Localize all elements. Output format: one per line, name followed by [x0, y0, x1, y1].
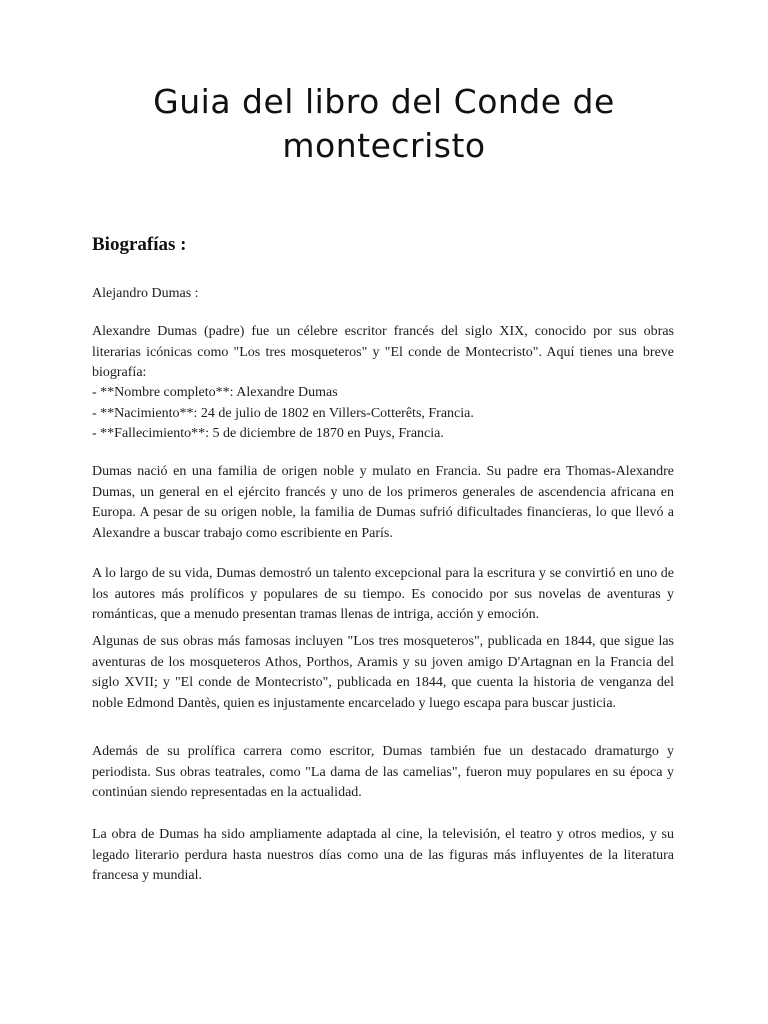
bio-fact-birth: - **Nacimiento**: 24 de julio de 1802 en Villers-Cotterêts, Francia. [92, 405, 474, 421]
paragraph-legacy: La obra de Dumas ha sido ampliamente adaptada al cine, la televisión, el teatro y otros medios, y su legado literario perdura hasta nuestros días como una de las figuras más influyentes de la literatura francesa y mundial. [92, 827, 674, 883]
paragraph-career: A lo largo de su vida, Dumas demostró un talento excepcional para la escritura y se convirtió en uno de los autores más prolíficos y populares de su tiempo. Es conocido por sus novelas de aventuras y románticas, que a menudo presentan tramas llenas de intriga, acción y emoción. [92, 566, 674, 622]
paragraph-origin: Dumas nació en una familia de origen noble y mulato en Francia. Su padre era Thomas-Alexandre Dumas, un general en el ejército francés y uno de los primeros generales de ascendencia africana en Europa. A pesar de su origen noble, la familia de Dumas sufrió dificultades financieras, lo que llevó a Alexandre a buscar trabajo como escribiente en París. [92, 464, 674, 541]
paragraph-theatre: Además de su prolífica carrera como escritor, Dumas también fue un destacado dramaturgo y periodista. Sus obras teatrales, como "La dama de las camelias", fueron muy populares en su época y continúan siendo representadas en la actualidad. [92, 744, 674, 800]
author-label: Alejandro Dumas : [92, 286, 199, 301]
bio-fact-full-name: - **Nombre completo**: Alexandre Dumas [92, 385, 338, 400]
paragraph-famous-works: Algunas de sus obras más famosas incluyen "Los tres mosqueteros", publicada en 1844, que sigue las aventuras de los mosqueteros Athos, Porthos, Aramis y su joven amigo D'Artagnan en la Francia del siglo XVII; y "El conde de Montecristo", publicada en 1844, que cuenta la historia de venganza del noble Edmond Dantès, quien es injustamente encarcelado y luego escapa para buscar justicia. [92, 634, 674, 711]
document-title: Guia del libro del Conde de montecristo [153, 82, 615, 165]
bio-facts-list [92, 383, 674, 445]
paragraph-intro: Alexandre Dumas (padre) fue un célebre escritor francés del siglo XIX, conocido por sus obras literarias icónicas como "Los tres mosqueteros" y "El conde de Montecristo". Aquí tienes una breve biografía: [92, 324, 674, 380]
bio-fact-death: - **Fallecimiento**: 5 de diciembre de 1870 en Puys, Francia. [92, 426, 444, 441]
section-heading-biografias: Biografías : [92, 234, 187, 255]
